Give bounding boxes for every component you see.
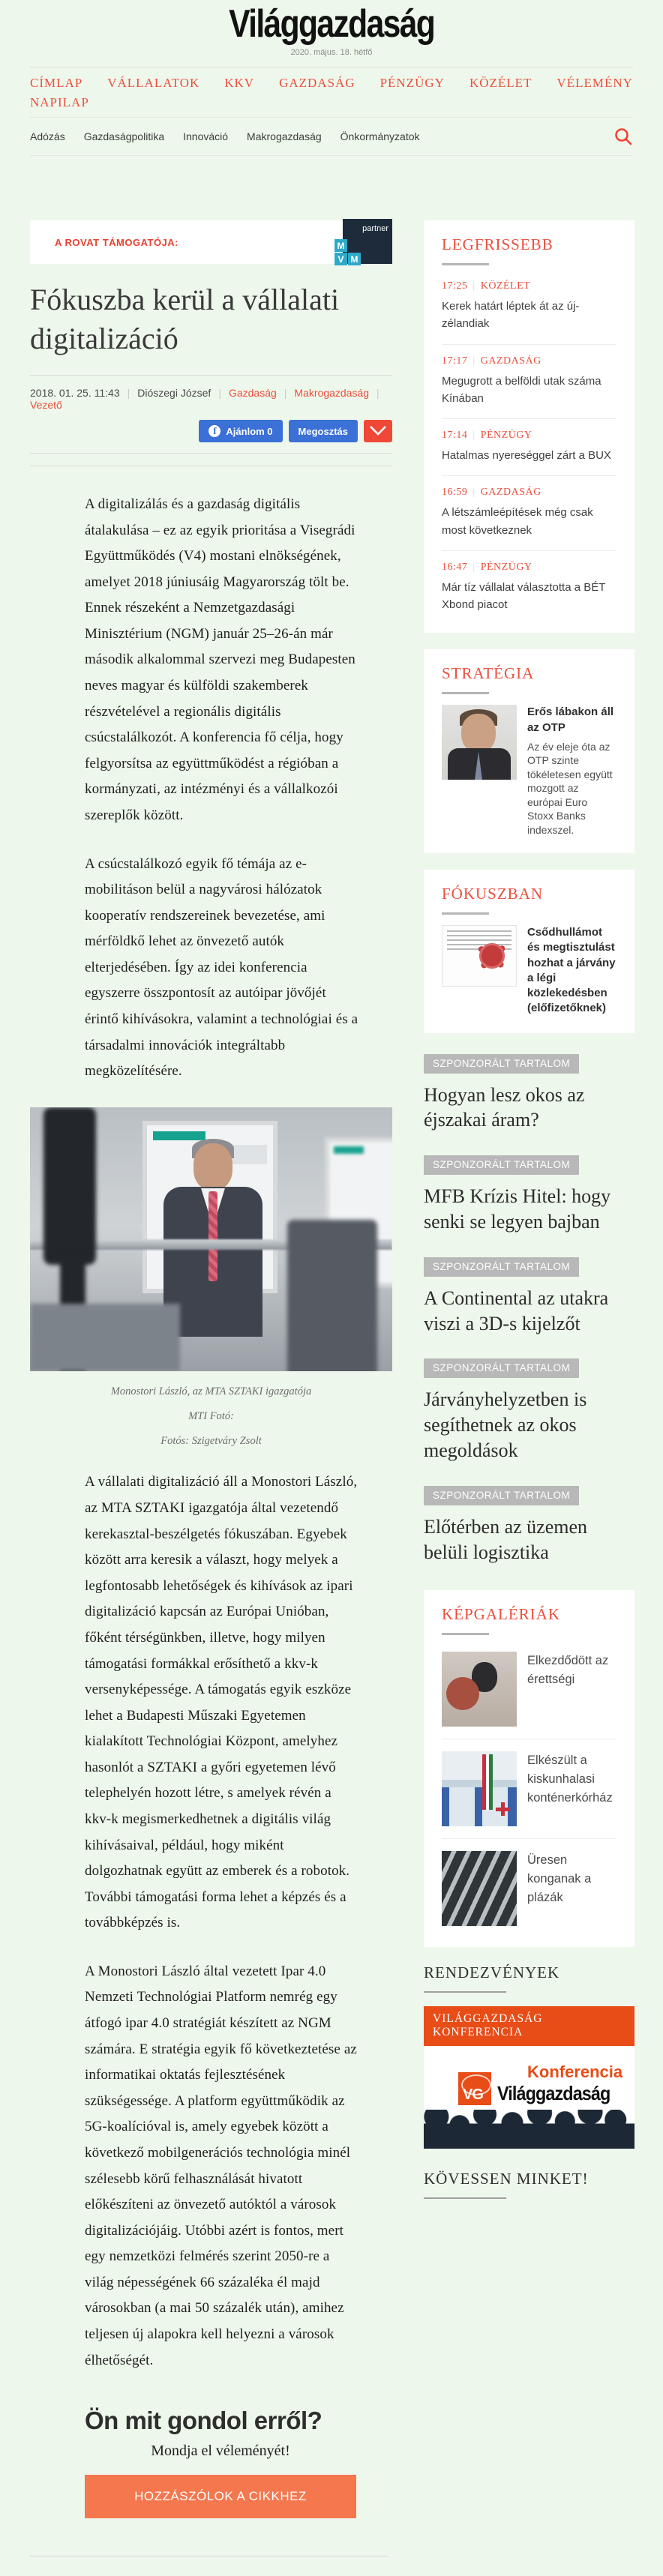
sponsor-label: A ROVAT TÁMOGATÓJA: <box>55 236 179 248</box>
list-item[interactable] <box>442 476 616 551</box>
sponsored-title[interactable]: Járványhelyzetben is segíthetnek az okos megoldások <box>424 1388 587 1461</box>
teaser-text: Az év eleje óta az OTP szinte tökéletesen együtt mozgott az európai Euro Stoxx Banks indexszel. <box>527 740 613 836</box>
sponsored-badge: SZPONZORÁLT TARTALOM <box>424 1155 579 1175</box>
newspaper-thumbnail <box>442 925 517 987</box>
heading-underline <box>442 912 489 915</box>
fokuszban-box <box>424 870 634 1033</box>
latest-news-title: LEGFRISSEBB <box>442 235 554 253</box>
gallery-title[interactable]: Elkezdődött az érettségi <box>527 1654 609 1687</box>
sponsored-title[interactable]: Előtérben az üzemen belüli logisztika <box>424 1515 587 1563</box>
gallery-item[interactable] <box>442 1839 616 1931</box>
mvm-partner-logo[interactable] <box>337 219 392 265</box>
teaser-title[interactable]: Erős lábakon áll az OTP <box>527 705 614 734</box>
facebook-like-label: Ajánlom 0 <box>226 425 273 437</box>
caption-line: Monostori László, az MTA SZTAKI igazgatója <box>110 1385 312 1397</box>
subnav-onkormanyzatok[interactable]: Önkormányzatok <box>340 130 420 142</box>
sponsored-item <box>424 1358 634 1463</box>
divider <box>30 375 392 376</box>
separator <box>467 562 480 573</box>
mvm-letter: V <box>334 253 347 265</box>
article-paragraph: A digitalizálás és a gazdaság digitális átalakulása – ez az egyik prioritása a Visegrádi Együttműködés (V4) mostani elnökségének, amelyet 2018 júniusáig Magyarország tölt be. Ennek részeként a Nemzetgazdasági Minisztérium (NGM) január 25–26-án már második alkalommal szervezi meg Budapesten neves magyar és külföldi szakemberek részvételével a regionális digitális csúcstalálkozót. A konferencia fő célja, hogy felgyorsítsa az együttműködést a régióban a kormányzati, az intézményi és a vállalkozói szereplők között. <box>85 496 356 823</box>
gallery-item[interactable] <box>442 1739 616 1839</box>
sponsored-item <box>424 1054 634 1134</box>
share-row <box>30 420 392 442</box>
follow-title: KÖVESSEN MINKET! <box>424 2170 589 2188</box>
article-image <box>30 1107 392 1371</box>
mvm-letter: M <box>334 239 347 252</box>
sponsored-badge: SZPONZORÁLT TARTALOM <box>424 1257 579 1277</box>
galleries-box <box>424 1590 634 1947</box>
latest-news-box <box>424 220 634 633</box>
news-time: 17:25 <box>442 280 468 292</box>
sponsor-bar <box>30 220 392 264</box>
strategia-box <box>424 649 634 853</box>
vilaggazdasag-word: Világgazdaság <box>497 2082 610 2105</box>
separator <box>128 387 130 399</box>
main-nav <box>30 67 633 117</box>
sub-nav <box>30 118 633 155</box>
divider <box>30 453 392 454</box>
conference-banner-title: VILÁGGAZDASÁG KONFERENCIA <box>424 2006 634 2046</box>
subnav-innovacio[interactable]: Innováció <box>183 130 229 142</box>
sidebar <box>424 220 634 2212</box>
separator <box>376 387 380 399</box>
conference-banner[interactable] <box>424 2006 634 2149</box>
news-title[interactable]: A létszámleépítések még csak most következnek <box>442 506 593 537</box>
heading-underline <box>442 263 489 265</box>
article-column <box>30 220 392 2557</box>
site-logo[interactable]: Világgazdaság <box>228 2 435 46</box>
strategia-item[interactable] <box>442 705 616 837</box>
list-item[interactable] <box>442 270 616 345</box>
mvm-partner-text: partner <box>362 224 388 233</box>
galleries-title: KÉPGALÉRIÁK <box>442 1605 560 1624</box>
sponsored-item <box>424 1486 634 1565</box>
news-category[interactable]: GAZDASÁG <box>480 487 542 499</box>
article-paragraph: A Monostori László által vezetett Ipar 4.0 Nemzeti Technológiai Platform nemrég egy átfogó ipar 4.0 stratégiát készített az NGM számára. E stratégia egyik fő következtetése az informatikai oktatás fejlesztésének szükségessége. A platform együttműködik az 5G-koalícióval is, amely egyebek között a következő mobilgenerációs technológia minél szélesebb körű felhasználását hivatott előkészíteni az önvezető autóktól a városok digitalizációjáig. Utóbbi azért is fontos, mert egy nemzetközi felmérés szerint 2050-re a világ népességének 66 százaléka él majd városokban (a mai 50 százalék után), amihez teljesen új alapokra kell helyezni a városok élhetőségét. <box>85 1963 357 2368</box>
nav-napilap[interactable]: NAPILAP <box>30 95 89 109</box>
sponsored-badge: SZPONZORÁLT TARTALOM <box>424 1486 579 1505</box>
nav-cimlap[interactable]: CÍMLAP <box>30 76 83 90</box>
vg-conference-logo <box>458 2062 622 2105</box>
gallery-item[interactable] <box>442 1640 616 1739</box>
news-category[interactable]: PÉNZÜGY <box>480 561 532 573</box>
sponsored-item <box>424 1257 634 1337</box>
heading-underline <box>442 1633 489 1635</box>
facebook-icon: f <box>208 425 220 437</box>
nav-vallalatok[interactable]: VÁLLALATOK <box>107 76 200 90</box>
gallery-thumbnail <box>442 1751 517 1826</box>
list-item[interactable] <box>442 345 616 420</box>
separator <box>467 355 480 367</box>
news-category[interactable]: KÖZÉLET <box>480 280 531 292</box>
news-time: 16:59 <box>442 487 468 499</box>
teaser-title[interactable]: Csődhullámot és megtisztulást hozhat a járvány a légi közlekedésben (előfizetőknek) <box>527 926 616 1015</box>
article-tag-gazdasag[interactable]: Gazdaság <box>228 387 277 399</box>
image-caption <box>30 1383 392 1451</box>
article-tag-vezeto[interactable]: Vezető <box>30 399 62 411</box>
news-title[interactable]: Hatalmas nyereséggel zárt a BUX <box>442 449 611 462</box>
list-item[interactable] <box>442 419 616 476</box>
cta-subtext: Mondja el véleményét! <box>151 2443 290 2460</box>
article-paragraph: A vállalati digitalizáció áll a Monostori László, az MTA SZTAKI igazgatója által vezetendő kerekasztal-beszélgetés fókuszában. Egyebek között arra keresik a választ, hogy melyek a legfontosabb lehetőségek és kihívások az ipari digitalizáció kapcsán az Európai Unióban, főként térségünkben, illetve, hogy milyen támogatási formákkal erősíthető a kkv-k versenyképessége. A támogatás egyik eszköze lehet a Budapesti Műszaki Egyetemen kialakított Technológiai Központ, amelyhez hasonlót a SZTAKI a győri egyetemen lévő telephelyén hozott létre, s amelyek révén a kkv-k megismerkedhetnek a digitális világ kihívásaival, például, hogy miként dolgozhatnak együtt az emberek és a robotok. További támogatási forma lehet a képzés és a továbbképzés is. <box>85 1474 358 1931</box>
sponsored-badge: SZPONZORÁLT TARTALOM <box>424 1054 579 1074</box>
article-date: 2018. 01. 25. 11:43 <box>30 387 120 399</box>
vg-logo-icon: VG <box>458 2072 491 2105</box>
events-section <box>424 1963 634 1993</box>
separator <box>284 387 287 399</box>
share-label: Megosztás <box>298 425 348 437</box>
heading-underline <box>442 692 489 694</box>
caption-line: MTI Fotó: <box>188 1409 234 1422</box>
audience-silhouette <box>424 2110 634 2149</box>
list-item[interactable] <box>442 551 616 617</box>
news-title[interactable]: Megugrott a belföldi utak száma Kínában <box>442 374 602 405</box>
separator <box>218 387 221 399</box>
news-category[interactable]: PÉNZÜGY <box>480 430 532 441</box>
article-title: Fókuszba kerül a vállalati digitalizáció <box>30 283 340 355</box>
gallery-thumbnail <box>442 1652 517 1727</box>
fokuszban-item[interactable] <box>442 925 616 1017</box>
separator <box>467 487 480 498</box>
subnav-makrogazdasag[interactable]: Makrogazdaság <box>247 130 322 142</box>
divider <box>30 2556 388 2557</box>
facebook-like-button[interactable] <box>199 420 282 442</box>
envelope-icon <box>370 426 386 436</box>
article-body <box>30 492 392 2374</box>
divider <box>30 155 633 156</box>
heading-underline <box>424 1991 506 1993</box>
news-title[interactable]: Kerek határt léptek át az új-zélandiak <box>442 300 580 331</box>
sponsored-title[interactable]: A Continental az utakra viszi a 3D-s kijelzőt <box>424 1287 609 1334</box>
news-time: 17:14 <box>442 430 468 441</box>
article-author: Diószegi József <box>137 387 212 399</box>
news-time: 16:47 <box>442 561 468 573</box>
strategia-title: STRATÉGIA <box>442 664 535 683</box>
article-paragraph: A csúcstalálkozó egyik fő témája az e-mobilitáson belül a nagyvárosi hálózatok kooperatív rendszereinek bevezetése, ami mérföldkő lehet az önvezető autók elterjedésében. Így az idei konferencia egyszerre összpontosít az autóipar jövőjét érintő kihívásokra, valamint a technológiai és a társadalmi innovációk integráltabb megközelítésére. <box>85 855 358 1080</box>
share-button[interactable] <box>289 420 358 442</box>
sponsored-badge: SZPONZORÁLT TARTALOM <box>424 1358 579 1378</box>
nav-kozelet[interactable]: KÖZÉLET <box>469 76 532 90</box>
subnav-gazdasagpolitika[interactable]: Gazdaságpolitika <box>83 130 165 142</box>
conference-word: Konferencia <box>527 2062 623 2082</box>
email-share-button[interactable] <box>364 420 392 442</box>
news-category[interactable]: GAZDASÁG <box>480 355 542 367</box>
caption-line: Fotós: Szigetváry Zsolt <box>160 1434 262 1447</box>
sponsored-item <box>424 1155 634 1235</box>
sponsored-title[interactable]: Hogyan lesz okos az éjszakai áram? <box>424 1083 585 1131</box>
nav-penzugy[interactable]: PÉNZÜGY <box>380 76 445 90</box>
separator <box>467 430 480 441</box>
news-title[interactable]: Már tíz vállalat választotta a BÉT Xbond piacot <box>442 580 606 611</box>
search-icon[interactable] <box>614 127 633 146</box>
separator <box>467 280 480 292</box>
article-tag-makrogazdasag[interactable]: Makrogazdaság <box>294 387 370 399</box>
mvm-letter: M <box>348 253 361 265</box>
events-title: RENDEZVÉNYEK <box>424 1963 560 1982</box>
gallery-title[interactable]: Üresen konganak a plázák <box>527 1853 592 1904</box>
cta-heading: Ön mit gondol erről? <box>85 2407 322 2435</box>
heading-underline <box>424 2197 506 2199</box>
nav-kkv[interactable]: KKV <box>224 76 255 90</box>
subnav-adozas[interactable]: Adózás <box>30 130 65 142</box>
nav-velemeny[interactable]: VÉLEMÉNY <box>556 76 633 90</box>
portrait-thumbnail <box>442 705 517 780</box>
nav-gazdasag[interactable]: GAZDASÁG <box>279 76 356 90</box>
fokuszban-title: FÓKUSZBAN <box>442 885 544 903</box>
news-time: 17:17 <box>442 355 468 367</box>
sponsored-title[interactable]: MFB Krízis Hitel: hogy senki se legyen bajban <box>424 1185 611 1233</box>
gallery-title[interactable]: Elkészült a kiskunhalasi konténerkórház <box>527 1754 613 1805</box>
comment-button[interactable]: HOZZÁSZÓLOK A CIKKHEZ <box>85 2475 356 2518</box>
article-meta <box>30 387 392 411</box>
gallery-thumbnail <box>442 1851 517 1926</box>
masthead <box>30 0 633 57</box>
current-date: 2020. május. 18. hétfő <box>290 48 373 57</box>
follow-section <box>424 2170 634 2199</box>
